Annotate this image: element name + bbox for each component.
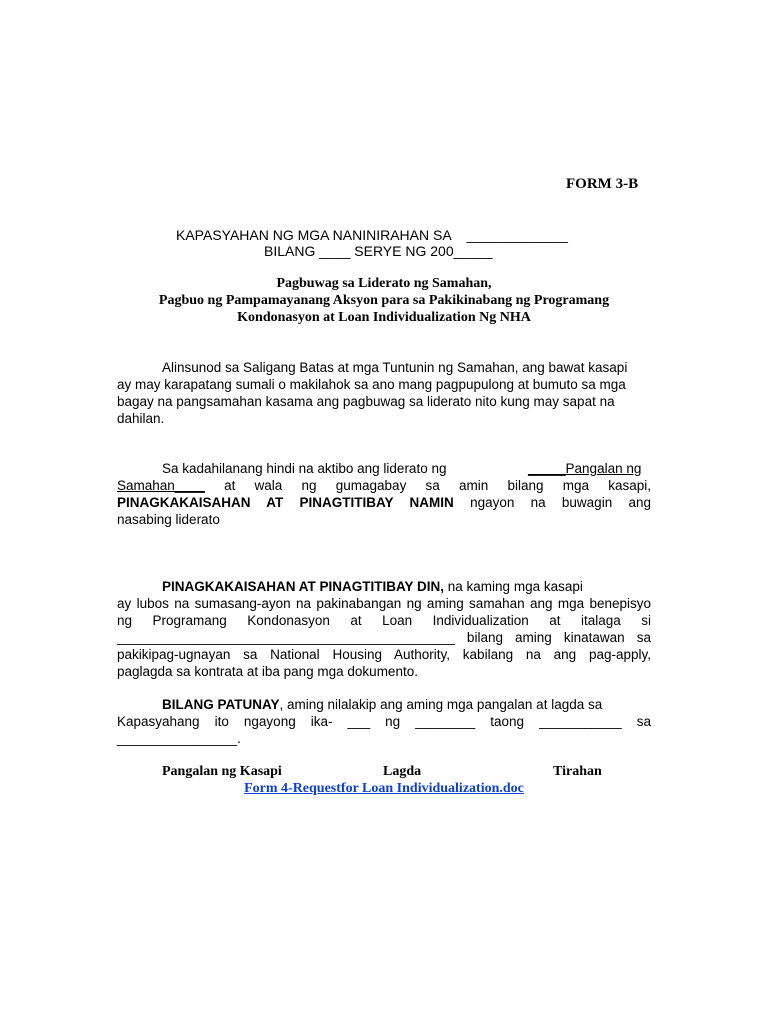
para2-line3 <box>117 495 651 510</box>
title-line-3: Kondonasyon at Loan Individualization Ng NHA <box>237 310 531 325</box>
para1-line4: dahilan. <box>117 411 165 426</box>
para3-line1 <box>162 579 583 594</box>
para2-line2-text: at wala ng gumagabay sa amin bilang mga kasapi, <box>224 478 651 493</box>
para4-attest-bold: BILANG PATUNAY <box>162 697 280 712</box>
para2-line1-text: Sa kadahilanang hindi na aktibo ang liderato ng <box>162 461 447 476</box>
association-name-field-part1: _____Pangalan ng <box>528 461 642 476</box>
resolution-header-line1 <box>176 227 568 243</box>
column-header-signature: Lagda <box>383 764 422 779</box>
para2-resolution-bold: PINAGKAKAISAHAN AT PINAGTITIBAY NAMIN <box>117 495 454 510</box>
para4-line1 <box>162 697 602 712</box>
para3-line3: ng Programang Kondonasyon at Loan Individualization at italaga si <box>117 613 651 628</box>
column-header-address: Tirahan <box>553 764 602 779</box>
para4-line2-date-blanks: Kapasyahang ito ngayong ika- ___ ng ________ taong ___________ sa <box>117 714 651 729</box>
para1-line1: Alinsunod sa Saligang Batas at mga Tuntunin ng Samahan, ang bawat kasapi <box>162 360 628 375</box>
title-line-1: Pagbuwag sa Liderato ng Samahan, <box>276 276 492 291</box>
para4-line1-text: , aming nilalakip ang aming mga pangalan at lagda sa <box>279 697 603 712</box>
para3-line5: pakikipag-ugnayan sa National Housing Authority, kabilang na ang pag-apply, <box>117 647 651 662</box>
resolution-header-text: KAPASYAHAN NG MGA NANINIRAHAN SA <box>176 227 451 243</box>
para1-line2: ay may karapatang sumali o makilahok sa ano mang pagpupulong at bumuto sa mga <box>117 377 626 392</box>
title-line-2: Pagbuo ng Pampamayanang Aksyon para sa Pakikinabang ng Programang <box>158 293 610 308</box>
form-number-label: FORM 3-B <box>566 176 639 192</box>
resolution-number-line: BILANG ____ SERYE NG 200_____ <box>264 243 493 259</box>
para3-line1-text: na kaming mga kasapi <box>444 579 583 594</box>
para2-line3-text: ngayon na buwagin ang <box>470 495 651 510</box>
para3-resolution-bold: PINAGKAKAISAHAN AT PINAGTITIBAY DIN, <box>162 579 445 594</box>
para4-line3-place-blank: ________________. <box>117 731 241 746</box>
para1-line3: bagay na pangsamahan kasama ang pagbuwag sa liderato nito kung may sapat na <box>117 394 615 409</box>
residence-blank: _____________ <box>466 227 568 243</box>
para3-line2: ay lubos na sumasang-ayon na pakinabangan ng aming samahan ang mga benepisyo <box>117 596 651 611</box>
para3-line4-representative-blank: _____________________________________________ bilang aming kinatawan sa <box>117 630 651 645</box>
association-name-field-part2: Samahan____ <box>117 478 205 493</box>
para3-line6: paglagda sa kontrata at iba pang mga dokumento. <box>117 664 418 679</box>
para2-line1 <box>162 461 446 476</box>
form4-document-link[interactable]: Form 4-Requestfor Loan Individualization.doc <box>244 781 524 796</box>
column-header-member-name: Pangalan ng Kasapi <box>162 764 282 779</box>
para2-line4: nasabing liderato <box>117 512 220 527</box>
para2-line2 <box>117 478 651 493</box>
